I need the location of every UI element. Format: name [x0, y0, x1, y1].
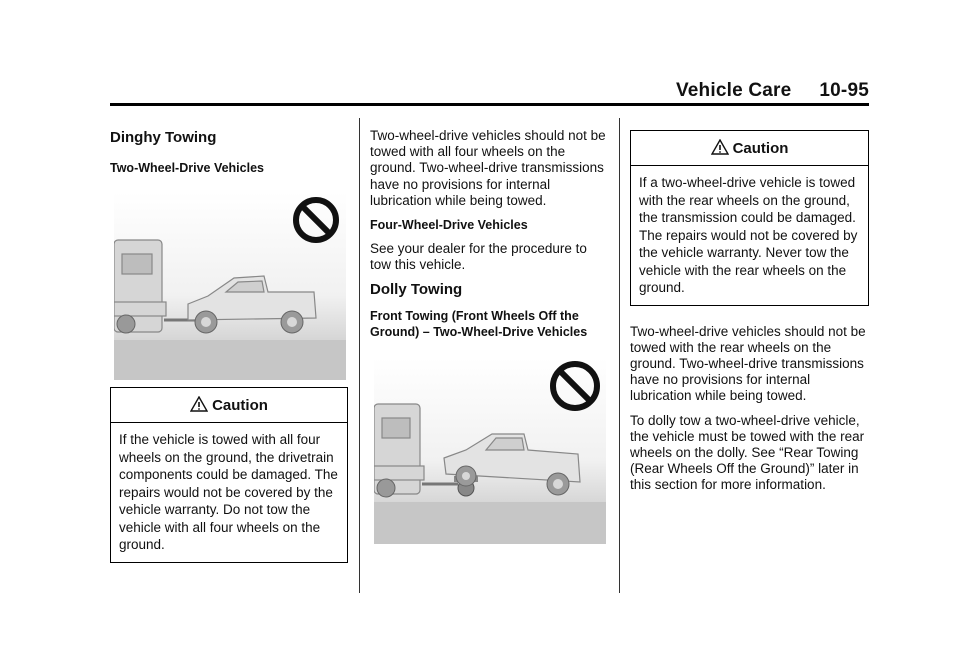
paragraph: Two-wheel-drive vehicles should not be towed with the rear wheels on the ground. Two-wheel-drive transmissions have no provisions for internal lubrication while being towed. [630, 323, 866, 404]
caution-box [110, 387, 348, 563]
caution-title: Caution [732, 140, 789, 157]
caution-text: If the vehicle is towed with all four wheels on the ground, the drivetrain components could be damaged. The repairs would not be covered by the vehicle warranty. Do not tow the vehicle with all four wheels on the ground. [119, 432, 338, 552]
header-rule [110, 103, 869, 106]
column-3 [630, 130, 869, 502]
caution-icon [711, 139, 729, 155]
front-towing-subheading: Front Towing (Front Wheels Off the Ground) – Two-Wheel-Drive Vehicles [370, 309, 588, 340]
page-header [676, 80, 869, 102]
column-2 [370, 128, 608, 544]
column-divider [359, 118, 360, 593]
caution-title: Caution [212, 397, 268, 414]
column-1 [110, 118, 348, 563]
dolly-towing-heading: Dolly Towing [370, 281, 463, 299]
dolly-towing-illustration [374, 358, 606, 544]
two-wheel-drive-subheading: Two-Wheel-Drive Vehicles [110, 161, 264, 175]
paragraph: See your dealer for the procedure to tow this vehicle. [370, 241, 587, 273]
page-number: 10-95 [819, 80, 869, 101]
column-divider [619, 118, 620, 593]
caution-box [630, 130, 869, 306]
caution-text: If a two-wheel-drive vehicle is towed with the rear wheels on the ground, the transmission could be damaged. The repairs would not be covered by the vehicle warranty. Never tow the vehicle with the rear wheels on the ground. [639, 175, 858, 295]
section-title: Vehicle Care [675, 80, 792, 101]
paragraph: Two-wheel-drive vehicles should not be towed with all four wheels on the ground. Two-wheel-drive transmissions have no provisions for internal lubrication while being towed. [370, 128, 606, 208]
dinghy-towing-illustration [114, 192, 346, 380]
four-wheel-drive-subheading: Four-Wheel-Drive Vehicles [370, 218, 528, 233]
paragraph: To dolly tow a two-wheel-drive vehicle, the vehicle must be towed with the rear wheels on the dolly. See “Rear Towing (Rear Wheels Off the Ground)” later in this section for more information. [630, 412, 865, 493]
dinghy-towing-heading: Dinghy Towing [110, 129, 217, 146]
caution-icon [190, 396, 208, 412]
